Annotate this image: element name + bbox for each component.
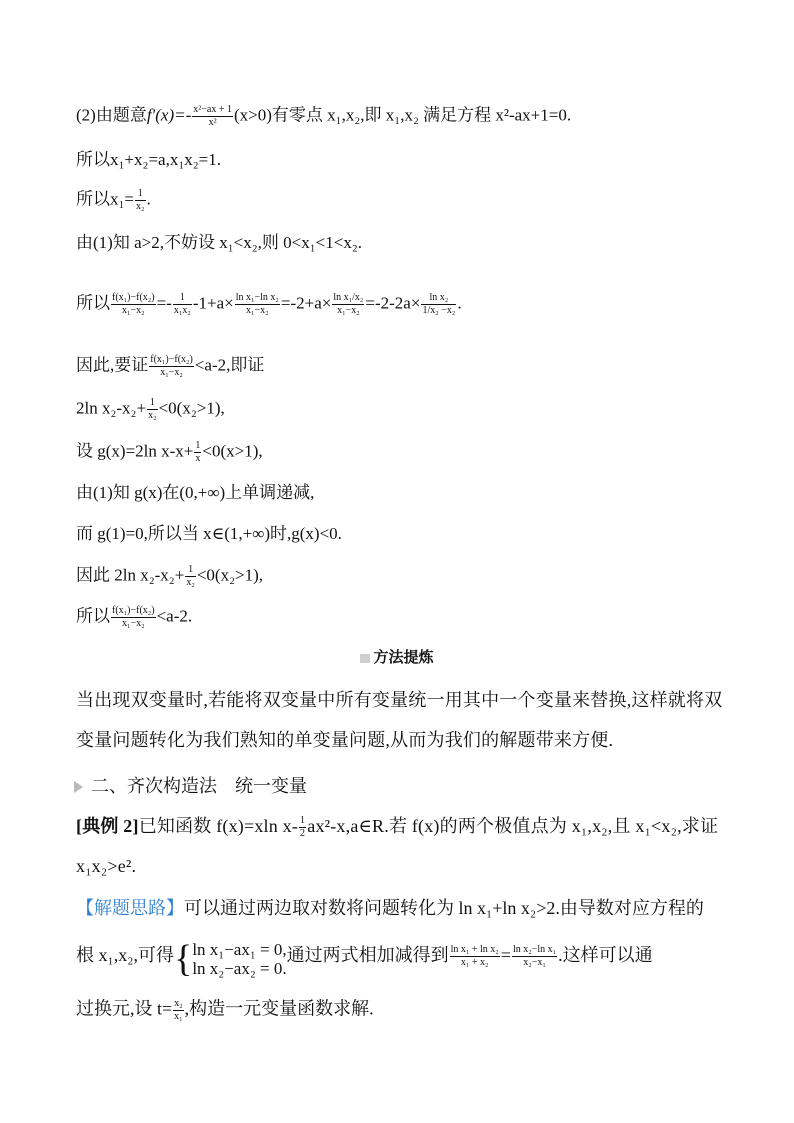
solution-line-3 (76, 188, 151, 213)
text: = (500, 945, 511, 965)
denominator: x₂ (136, 201, 145, 212)
solution-line-4: 由(1)知 a>2,不妨设 x₁<x₂,则 0<x₁<1<x₂. (76, 233, 363, 252)
fraction (299, 815, 306, 840)
text: <a-2. (156, 606, 193, 626)
denominator: x₂−x₁ (523, 957, 546, 969)
fraction (173, 998, 184, 1023)
text: 所以 (76, 606, 110, 626)
equation-system (174, 936, 287, 978)
square-bullet-icon (360, 654, 370, 663)
text: ax²-x,a∈R.若 f(x)的两个极值点为 x₁,x₂,且 x₁<x₂,求证 (307, 816, 719, 836)
denominator: x₁−x₂ (121, 618, 145, 629)
numerator: ln x₁ + ln x₂ (450, 944, 499, 956)
denominator: x₁−x₂ (160, 367, 183, 378)
denominator: x (195, 453, 201, 464)
denominator: 1/x₂ −x₂ (422, 305, 456, 316)
text: . (457, 293, 462, 313)
fraction (512, 944, 557, 969)
solution-line-12 (76, 605, 192, 630)
numerator: 1 (173, 292, 192, 305)
text: 所以x₁= (76, 189, 135, 209)
fraction (111, 605, 156, 630)
denominator: x₂ (186, 577, 195, 588)
solution-line-5 (76, 292, 462, 317)
numerator: 1 (147, 397, 158, 410)
text: ,构造一元变量函数求解. (184, 998, 374, 1019)
fraction (450, 944, 500, 969)
solution-line-9: 由(1)知 g(x)在(0,+∞)上单调递减, (76, 483, 315, 502)
text: 通过两式相加减得到 (286, 945, 449, 965)
text: <0(x₂>1), (196, 565, 264, 585)
text: =-2+a× (280, 293, 332, 313)
denominator: x₁ (174, 1011, 183, 1022)
text: 2ln x₂-x₂+ (76, 398, 147, 418)
fraction (173, 292, 192, 317)
text: 设 g(x)=2ln x-x+ (76, 441, 194, 461)
text: 可以通过两边取对数将问题转化为 ln x₁+ln x₂>2.由导数对应方程的 (184, 898, 704, 918)
denominator: x₂ (148, 410, 157, 421)
equation-row: ln x₁−ax₁ = 0, (192, 939, 287, 959)
denominator: x₁−x₂ (121, 305, 145, 316)
numerator: x²−ax + 1 (193, 104, 232, 115)
equation-rows (192, 940, 286, 978)
solution-hint-line-2 (76, 934, 653, 978)
solution-line-11 (76, 564, 263, 589)
fraction (235, 292, 280, 317)
fraction (185, 564, 196, 589)
numerator: f(x₁)−f(x₂) (112, 605, 155, 616)
triangle-bullet-icon (74, 781, 83, 793)
fraction (421, 292, 456, 317)
solution-line-10: 而 g(1)=0,所以当 x∈(1,+∞)时,g(x)<0. (76, 524, 342, 543)
text: =-2-2a× (365, 293, 421, 313)
solution-line-8 (76, 440, 263, 465)
solution-line-1 (76, 104, 571, 129)
numerator: 1 (135, 188, 146, 201)
text: . (146, 189, 151, 209)
numerator: ln x₁−ln x₂ (235, 292, 279, 303)
text: 因此 2ln x₂-x₂+ (76, 565, 185, 585)
text: 已知函数 f(x)=xln x- (138, 816, 299, 836)
equation-row: ln x₂−ax₂ = 0. (192, 958, 287, 978)
numerator: x₂ (174, 998, 183, 1009)
method-title (0, 646, 794, 667)
hint-tag: 【解题思路】 (76, 898, 184, 918)
text: 因此,要证 (76, 355, 149, 375)
fraction (194, 440, 201, 465)
text: -1+a× (192, 293, 234, 313)
denominator: x₁ + x₂ (460, 957, 489, 969)
example-tag: [典例 2] (76, 816, 139, 836)
text: <0(x₂>1), (158, 398, 225, 418)
denominator: x₁−x₂ (245, 305, 269, 316)
text: <0(x>1), (202, 441, 263, 461)
text: x₁x₂>e². (76, 856, 137, 876)
solution-hint-line-3 (76, 998, 374, 1023)
text: 根 x₁,x₂,可得 (76, 945, 175, 965)
example-paragraph (76, 806, 726, 886)
text: f′(x)=- (146, 105, 192, 125)
text: (2)由题意 (76, 105, 147, 125)
numerator: 1 (185, 564, 196, 577)
solution-line-6 (76, 354, 264, 379)
numerator: 1 (195, 440, 201, 451)
text: 过换元,设 t= (76, 998, 173, 1019)
solution-line-2: 所以x₁+x₂=a,x₁x₂=1. (76, 150, 222, 169)
denominator: x₁x₂ (173, 305, 191, 316)
denominator: x₁−x₂ (337, 305, 360, 316)
text: (x>0)有零点 x₁,x₂,即 x₁,x₂ 满足方程 x²-ax+1=0. (234, 105, 572, 125)
fraction (192, 104, 233, 129)
numerator: ln x₂−ln x₁ (512, 944, 557, 956)
text: <a-2,即证 (194, 355, 265, 375)
text: 二、齐次构造法 统一变量 (91, 776, 307, 796)
text: =- (156, 293, 172, 313)
numerator: ln x₁/x₂ (333, 292, 364, 303)
denominator: 2 (300, 828, 306, 840)
fraction (111, 292, 156, 317)
solution-line-7 (76, 397, 225, 422)
fraction (332, 292, 364, 317)
fraction (149, 354, 194, 379)
method-paragraph: 当出现双变量时,若能将双变量中所有变量统一用其中一个变量来替换,这样就将双变量问题转化为我们熟知的单变量问题,从而为我们的解题带来方便. (76, 690, 723, 750)
text: 所以 (76, 293, 110, 313)
denominator: x² (208, 117, 217, 128)
fraction (147, 397, 158, 422)
text: .这样可以通 (558, 945, 653, 965)
numerator: f(x₁)−f(x₂) (150, 354, 193, 365)
brace-icon: { (174, 937, 193, 980)
numerator: f(x₁)−f(x₂) (112, 292, 155, 303)
fraction (135, 188, 146, 213)
text: 方法提炼 (373, 649, 434, 666)
numerator: ln x₂ (421, 292, 456, 305)
section-heading (74, 772, 307, 798)
numerator: 1 (300, 815, 306, 827)
solution-hint-line-1 (76, 898, 704, 918)
